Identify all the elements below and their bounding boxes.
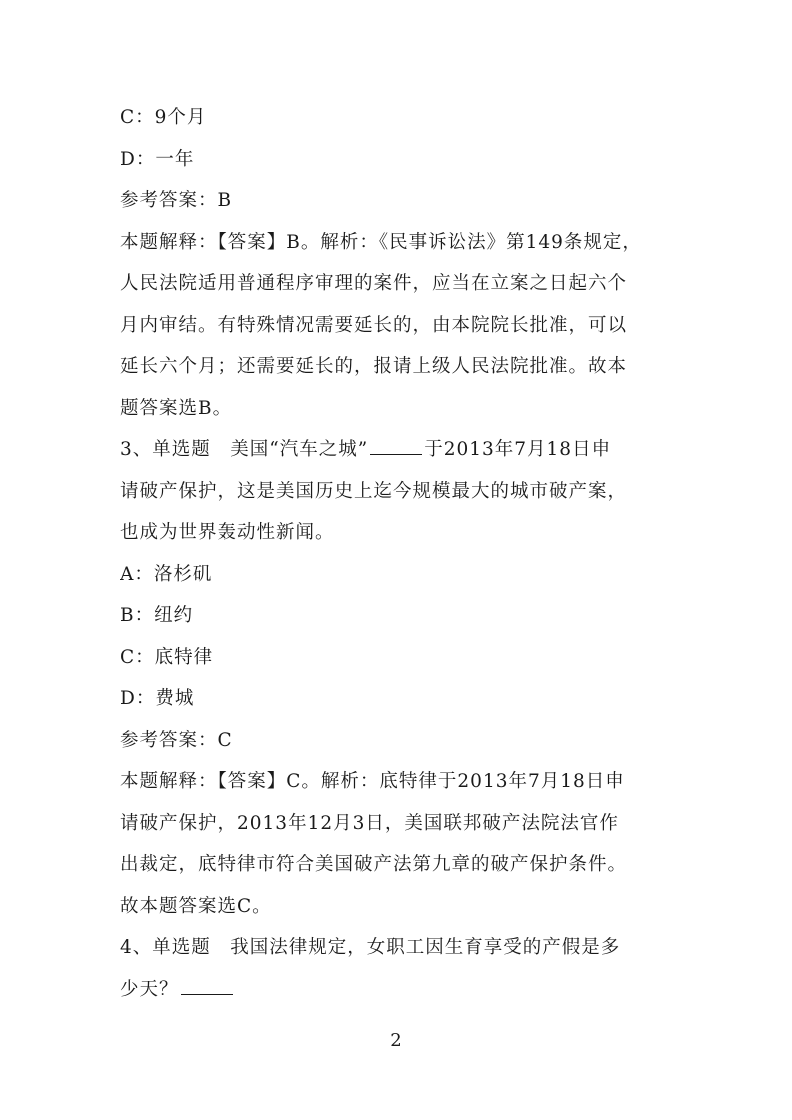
explanation-line: 本题解释：【答案】C。解析：底特律于2013年7月18日申: [120, 771, 625, 792]
question-3-stem-end: 于2013年7月18日申: [424, 439, 612, 460]
explanation-line: 题答案选B。: [120, 397, 233, 419]
question-3-stem-start: 3、单选题 美国“汽车之城”: [120, 439, 369, 460]
page-body: [120, 97, 680, 1010]
option-a: A：洛杉矶: [120, 563, 213, 585]
option-c: C：9个月: [120, 107, 207, 128]
explanation-line: 故本题答案选C。: [120, 895, 272, 917]
option-d: D：一年: [120, 148, 195, 170]
question-3-stem-line: 请破产保护，这是美国历史上迄今规模最大的城市破产案，: [120, 480, 628, 502]
explanation-line: 本题解释：【答案】B。解析：《民事诉讼法》第149条规定，: [120, 231, 642, 253]
reference-answer: 参考答案：B: [120, 190, 233, 211]
page-number: 2: [390, 1030, 402, 1051]
explanation-line: 请破产保护，2013年12月3日，美国联邦破产法院法官作: [120, 812, 619, 834]
reference-answer: 参考答案：C: [120, 729, 233, 751]
explanation-line: 出裁定，底特律市符合美国破产法第九章的破产保护条件。: [120, 854, 628, 875]
question-3-stem-line: 也成为世界轰动性新闻。: [120, 522, 335, 543]
question-4-stem-line: [120, 969, 680, 1011]
question-3-stem: [120, 429, 680, 471]
explanation-line: 月内审结。有特殊情况需要延长的，由本院院长批准，可以: [120, 314, 628, 336]
answer-blank: [370, 432, 422, 455]
option-c: C：底特律: [120, 646, 214, 668]
question-4-stem-end: 少天？: [120, 978, 179, 1000]
option-d: D：费城: [120, 688, 195, 709]
question-4-stem: 4、单选题 我国法律规定，女职工因生育享受的产假是多: [120, 937, 621, 958]
answer-blank: [181, 972, 233, 995]
explanation-line: 人民法院适用普通程序审理的案件，应当在立案之日起六个: [120, 273, 628, 294]
explanation-line: 延长六个月；还需要延长的，报请上级人民法院批准。故本: [120, 356, 628, 377]
option-b: B：纽约: [120, 605, 194, 626]
